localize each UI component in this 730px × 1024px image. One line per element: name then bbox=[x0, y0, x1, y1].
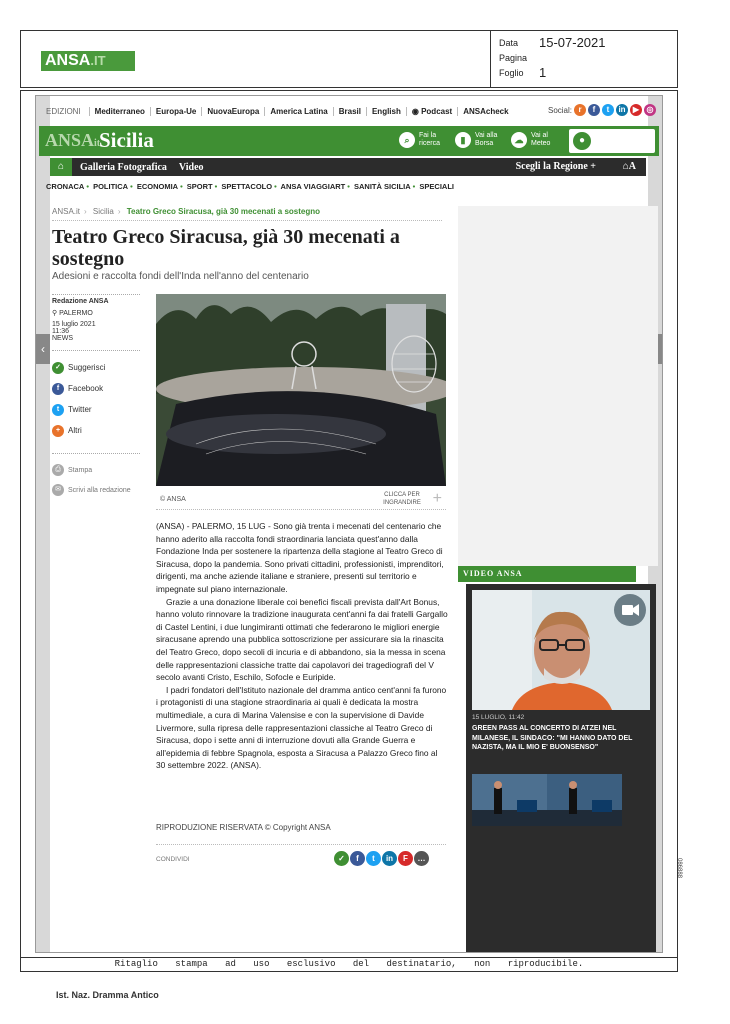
article-title: Teatro Greco Siracusa, già 30 mecenati a sostegno bbox=[52, 226, 400, 270]
left-gutter bbox=[36, 96, 50, 952]
article-subtitle: Adesioni e raccolta fondi dell'Inda nell'anno del centenario bbox=[52, 271, 309, 282]
date-label: Data bbox=[499, 37, 519, 48]
section-link[interactable]: ECONOMIA bbox=[136, 182, 179, 191]
ansa-brand-logo[interactable]: ANSAit bbox=[45, 130, 101, 150]
rss-icon[interactable]: r bbox=[574, 104, 586, 116]
search-button[interactable]: ⌕ Fai la ricerca bbox=[399, 132, 447, 148]
publish-date: 15 luglio 2021 bbox=[52, 321, 96, 328]
edition-link[interactable]: English bbox=[366, 107, 406, 116]
secondary-thumbnail-illustration bbox=[472, 774, 622, 826]
page-label: Pagina bbox=[499, 52, 528, 63]
clipping-logo-box bbox=[21, 31, 491, 87]
section-link[interactable]: SPORT bbox=[186, 182, 213, 191]
edition-link[interactable]: Mediterraneo bbox=[89, 107, 150, 116]
theatre-photo-illustration bbox=[156, 294, 446, 486]
video-title[interactable]: GREEN PASS AL CONCERTO DI ATZEI NEL MILANESE, IL SINDACO: "MI HANNO DATO DEL NAZISTA, MA IL MIO E' BUONSENSO" bbox=[472, 725, 633, 751]
pin-icon: ⚲ bbox=[52, 310, 58, 317]
section-link[interactable]: CRONACA bbox=[46, 182, 85, 191]
video-box bbox=[466, 584, 656, 952]
category: NEWS bbox=[52, 335, 73, 342]
suggest-button[interactable]: ✓ Suggerisci bbox=[52, 357, 140, 378]
share-buttons bbox=[334, 851, 429, 866]
podcast-link[interactable]: ◉ Podcast bbox=[406, 107, 457, 116]
video-section-label: VIDEO ANSA bbox=[458, 566, 636, 582]
web-page bbox=[35, 95, 663, 953]
font-size-toggle[interactable]: ⌂A bbox=[622, 161, 636, 172]
clipping-meta bbox=[499, 35, 606, 80]
youtube-icon[interactable]: ▶ bbox=[630, 104, 642, 116]
edition-link[interactable]: Europa-Ue bbox=[150, 107, 201, 116]
weather-button[interactable]: ☁ Vai al Meteo bbox=[511, 132, 559, 148]
weather-icon: ☁ bbox=[511, 132, 527, 148]
clipping-side-code: 086888 bbox=[676, 858, 682, 879]
video-date: 15 LUGLIO, 11:42 bbox=[472, 714, 525, 721]
share-list bbox=[52, 350, 140, 441]
social-links bbox=[548, 104, 656, 116]
nav-item-gallery[interactable]: Galleria Fotografica bbox=[80, 161, 167, 173]
twitter-icon[interactable]: t bbox=[366, 851, 381, 866]
prev-arrow-icon[interactable]: ‹ bbox=[36, 334, 50, 364]
editions-bar bbox=[46, 104, 656, 118]
facebook-share-button[interactable]: f Facebook bbox=[52, 378, 140, 399]
social-label: Social: bbox=[547, 105, 572, 115]
home-icon[interactable]: ⌂ bbox=[50, 158, 72, 176]
print-icon: ⎙ bbox=[52, 464, 64, 476]
breadcrumb-link[interactable]: Sicilia bbox=[92, 207, 114, 216]
location: ⚲ PALERMO bbox=[52, 310, 93, 317]
video-thumbnail-illustration bbox=[472, 590, 650, 710]
article-paragraph: (ANSA) - PALERMO, 15 LUG - Sono già trenta i mecenati del centenario che hanno aderito alla raccolta fondi straordinaria lanciata quest'anno dalla Fondazione Inda per sostenere la ripartenza della stagione al Teatro Greco di Siracusa, dopo la pandemia. Sono privati cittadini, professionisti, imprenditori, dirigenti, ma anche aziende italiane e straniere, presenti sul territorio e impegnate sul piano internazionale. bbox=[156, 521, 444, 594]
print-button[interactable]: ⎙ Stampa bbox=[52, 460, 140, 480]
section-link[interactable]: ANSA VIAGGIART bbox=[280, 182, 346, 191]
video-thumbnail-secondary[interactable] bbox=[472, 774, 622, 826]
page-frame bbox=[20, 90, 678, 958]
flipboard-icon[interactable]: F bbox=[398, 851, 413, 866]
breadcrumb: ANSA.it › Sicilia › Teatro Greco Siracusa, già 30 mecenati a sostegno bbox=[52, 207, 442, 221]
ansa-logo: ANSA.IT bbox=[41, 51, 135, 71]
plus-icon: + bbox=[52, 425, 64, 437]
main-nav bbox=[50, 158, 646, 176]
edition-link[interactable]: ANSAcheck bbox=[457, 107, 513, 116]
editions-label: EDIZIONI bbox=[46, 106, 81, 116]
clipping-header bbox=[20, 30, 678, 88]
thumbs-up-icon[interactable]: ✓ bbox=[334, 851, 349, 866]
login-box[interactable] bbox=[569, 129, 655, 153]
article-paragraph: Grazie a una donazione liberale coi benefici fiscali prevista dall'Art Bonus, hanno voluto rinnovare la tradizione inaugurata cent'anni fa dai fratelli Gargallo di Castel Lentini, i due lungimiranti ottimati che federarono le migliori energie siracusane aprendo una pubblica sottoscrizione per assicurare sia la rinascita del Teatro Greco, dopo secoli di incuria e di abbandono, sia la messa in scena delle rappresentazioni classiche tratte dai capolavori dei tragediografi del V secolo avanti Cristo, Eschilo, Sofocle e Euripide. bbox=[156, 596, 448, 683]
region-select[interactable]: Scegli la Regione + bbox=[515, 161, 596, 172]
edition-link[interactable]: Brasil bbox=[333, 107, 366, 116]
clipping-source: Ist. Naz. Dramma Antico bbox=[56, 990, 159, 1000]
ad-placeholder bbox=[458, 206, 658, 566]
section-link[interactable]: POLITICA bbox=[93, 182, 129, 191]
date-value: 15-07-2021 bbox=[539, 35, 606, 50]
facebook-icon[interactable]: f bbox=[588, 104, 600, 116]
share-label: CONDIVIDI bbox=[156, 856, 190, 863]
edition-link[interactable]: NuovaEuropa bbox=[201, 107, 264, 116]
section-link[interactable]: SPECIALI bbox=[419, 182, 454, 191]
video-thumbnail[interactable] bbox=[472, 590, 650, 710]
section-nav: CRONACA • POLITICA • ECONOMIA • SPORT • SPETTACOLO • ANSA VIAGGIART • SANITÀ SICILIA • SPECIALI bbox=[46, 182, 454, 191]
article-photo[interactable] bbox=[156, 294, 446, 486]
sheet-label: Foglio bbox=[499, 67, 524, 78]
thumbs-up-icon: ✓ bbox=[52, 362, 64, 374]
instagram-icon[interactable]: ◎ bbox=[644, 104, 656, 116]
photo-caption bbox=[156, 488, 446, 510]
breadcrumb-current: Teatro Greco Siracusa, già 30 mecenati a sostegno bbox=[126, 207, 320, 216]
user-icon: ● bbox=[573, 132, 591, 150]
photo-credit: © ANSA bbox=[160, 496, 186, 503]
mail-icon: ✉ bbox=[52, 484, 64, 496]
twitter-icon[interactable]: t bbox=[602, 104, 614, 116]
site-banner bbox=[39, 126, 659, 156]
zoom-label[interactable]: CLICCA PER INGRANDIRE bbox=[383, 492, 421, 506]
clipping-footer-note: Ritaglio stampa ad uso esclusivo del destinatario, non riproducibile. bbox=[20, 958, 678, 972]
search-icon: ⌕ bbox=[399, 132, 415, 148]
linkedin-icon[interactable]: in bbox=[616, 104, 628, 116]
article-body bbox=[156, 520, 448, 772]
linkedin-icon[interactable]: in bbox=[382, 851, 397, 866]
section-link[interactable]: SANITÀ SICILIA bbox=[354, 182, 411, 191]
publish-time: 11:36 bbox=[52, 328, 69, 335]
chart-icon: ▮ bbox=[455, 132, 471, 148]
nav-item-video[interactable]: Video bbox=[178, 161, 204, 173]
twitter-share-button[interactable]: t Twitter bbox=[52, 399, 140, 420]
article-tools bbox=[52, 453, 140, 500]
article-meta bbox=[52, 294, 140, 500]
podcast-icon: ◉ bbox=[411, 106, 419, 116]
facebook-icon: f bbox=[52, 383, 64, 395]
write-editor-button[interactable]: ✉ Scrivi alla redazione bbox=[52, 480, 140, 500]
twitter-icon: t bbox=[52, 404, 64, 416]
copyright-notice: RIPRODUZIONE RISERVATA © Copyright ANSA bbox=[156, 823, 446, 845]
region-title[interactable]: Sicilia bbox=[99, 128, 154, 152]
comment-icon[interactable]: … bbox=[414, 851, 429, 866]
breadcrumb-link[interactable]: ANSA.it bbox=[52, 207, 81, 216]
sheet-value: 1 bbox=[539, 65, 547, 80]
market-button[interactable]: ▮ Vai alla Borsa bbox=[455, 132, 503, 148]
section-link[interactable]: SPETTACOLO bbox=[221, 182, 273, 191]
article-paragraph: I padri fondatori dell'Istituto nazionale del dramma antico cent'anni fa furono i protagonisti di una stagione straordinaria ai quali è dedicata la mostra multimediale, a cura di Marina Valensise e con la supervisione di Davide Livermore, sulla ripresa delle rappresentazioni classiche al Teatro Greco di Siracusa, dopo i sette anni di interruzione dovuti alla Grande Guerra e all'epidemia di febbre Spagnola, esposta a Siracusa a Palazzo Greco fino al 30 settembre 2022. (ANSA). bbox=[156, 684, 447, 771]
author: Redazione ANSA bbox=[52, 294, 140, 305]
edition-link[interactable]: America Latina bbox=[264, 107, 332, 116]
more-share-button[interactable]: + Altri bbox=[52, 420, 140, 441]
facebook-icon[interactable]: f bbox=[350, 851, 365, 866]
zoom-plus-icon[interactable]: + bbox=[432, 490, 442, 507]
